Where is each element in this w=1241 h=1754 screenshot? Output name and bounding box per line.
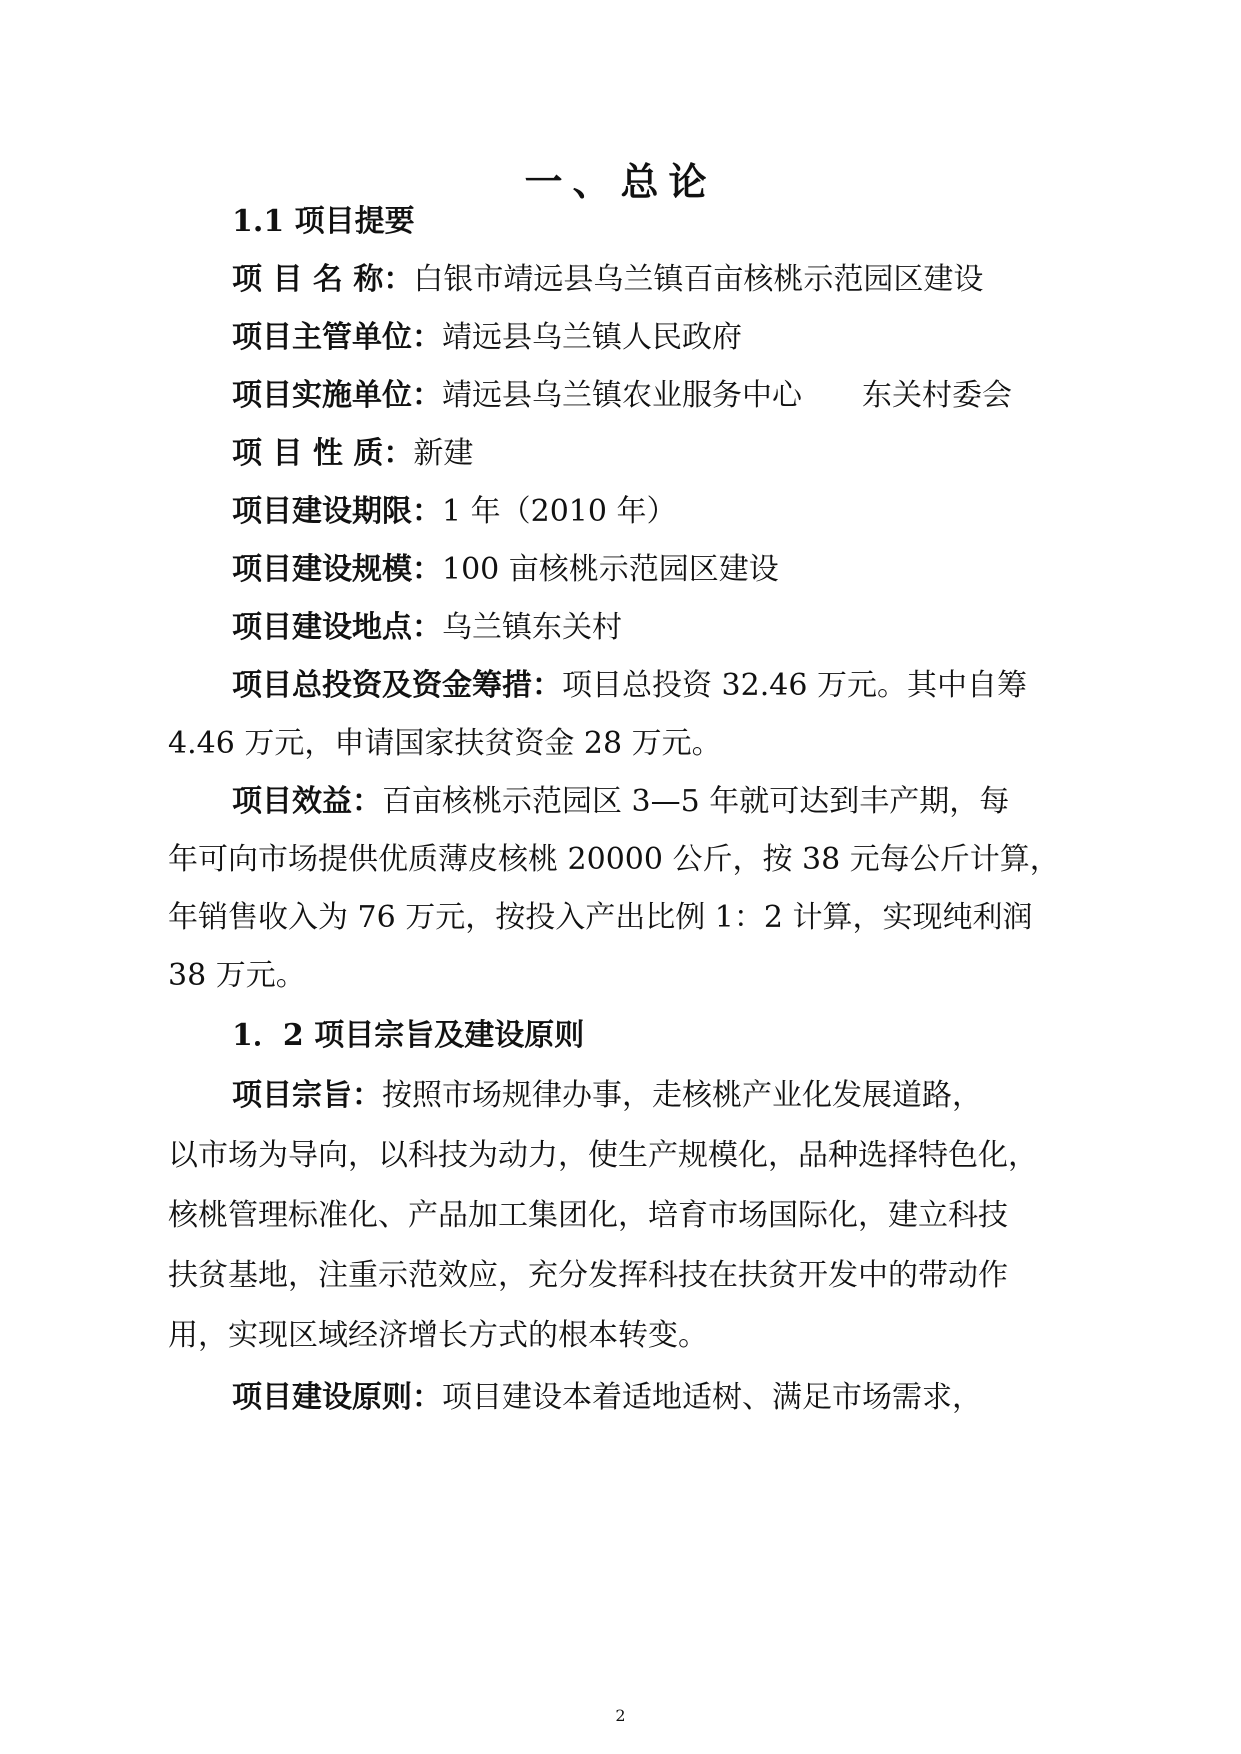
principle-text: 项目建设本着适地适树、满足市场需求， xyxy=(442,1380,982,1415)
benefit-paragraph-line: 年销售收入为 76 万元，按投入产出比例 1：2 计算，实现纯利润 xyxy=(168,900,1033,935)
investment-text: 项目总投资 32.46 万元。其中自筹 xyxy=(562,668,1027,703)
purpose-text: 按照市场规律办事，走核桃产业化发展道路， xyxy=(382,1078,982,1113)
field-label: 项 目 性 质： xyxy=(232,436,414,471)
field-project-name xyxy=(232,258,1152,302)
investment-label: 项目总投资及资金筹措： xyxy=(232,668,562,703)
page-number: 2 xyxy=(615,1706,626,1725)
field-value: 白银市靖远县乌兰镇百亩核桃示范园区建设 xyxy=(413,262,984,297)
field-value: 1 年（2010 年） xyxy=(442,494,677,529)
investment-paragraph-line xyxy=(232,664,1152,708)
benefit-paragraph-line xyxy=(232,780,1152,824)
field-implementing-unit xyxy=(232,374,1152,418)
benefit-text: 百亩核桃示范园区 3—5 年就可达到丰产期，每 xyxy=(382,784,1010,819)
principle-paragraph-line xyxy=(232,1376,1152,1420)
purpose-paragraph-line: 核桃管理标准化、产品加工集团化，培育市场国际化，建立科技 xyxy=(168,1198,1008,1233)
purpose-paragraph-line xyxy=(232,1074,1152,1118)
purpose-paragraph-line: 用，实现区域经济增长方式的根本转变。 xyxy=(168,1318,708,1353)
section-heading-1-2: 1．2 项目宗旨及建设原则 xyxy=(232,1018,585,1053)
benefit-label: 项目效益： xyxy=(232,784,382,819)
field-label: 项目主管单位： xyxy=(232,320,442,355)
benefit-paragraph-line: 38 万元。 xyxy=(168,958,306,993)
purpose-paragraph-line: 扶贫基地，注重示范效应，充分发挥科技在扶贫开发中的带动作 xyxy=(168,1258,1008,1293)
field-label: 项目建设期限： xyxy=(232,494,442,529)
field-label: 项目实施单位： xyxy=(232,378,442,413)
section-heading-1-1: 1.1 项目提要 xyxy=(232,204,415,239)
field-value: 靖远县乌兰镇人民政府 xyxy=(442,320,742,355)
field-value: 新建 xyxy=(413,436,474,471)
field-label: 项目建设规模： xyxy=(232,552,442,587)
field-value: 100 亩核桃示范园区建设 xyxy=(442,552,779,587)
investment-paragraph-line: 4.46 万元，申请国家扶贫资金 28 万元。 xyxy=(168,726,722,761)
field-value: 靖远县乌兰镇农业服务中心 东关村委会 xyxy=(442,378,1012,413)
field-construction-site xyxy=(232,606,1152,650)
benefit-paragraph-line: 年可向市场提供优质薄皮核桃 20000 公斤，按 38 元每公斤计算， xyxy=(168,842,1060,877)
field-project-nature xyxy=(232,432,1152,476)
field-label: 项目建设地点： xyxy=(232,610,442,645)
field-label: 项 目 名 称： xyxy=(232,262,414,297)
chapter-title: 一、总论 xyxy=(524,159,717,204)
field-value: 乌兰镇东关村 xyxy=(442,610,622,645)
principle-label: 项目建设原则： xyxy=(232,1380,442,1415)
field-supervising-unit xyxy=(232,316,1152,360)
purpose-paragraph-line: 以市场为导向，以科技为动力，使生产规模化，品种选择特色化， xyxy=(168,1138,1038,1173)
field-construction-period xyxy=(232,490,1152,534)
field-construction-scale xyxy=(232,548,1152,592)
purpose-label: 项目宗旨： xyxy=(232,1078,382,1113)
